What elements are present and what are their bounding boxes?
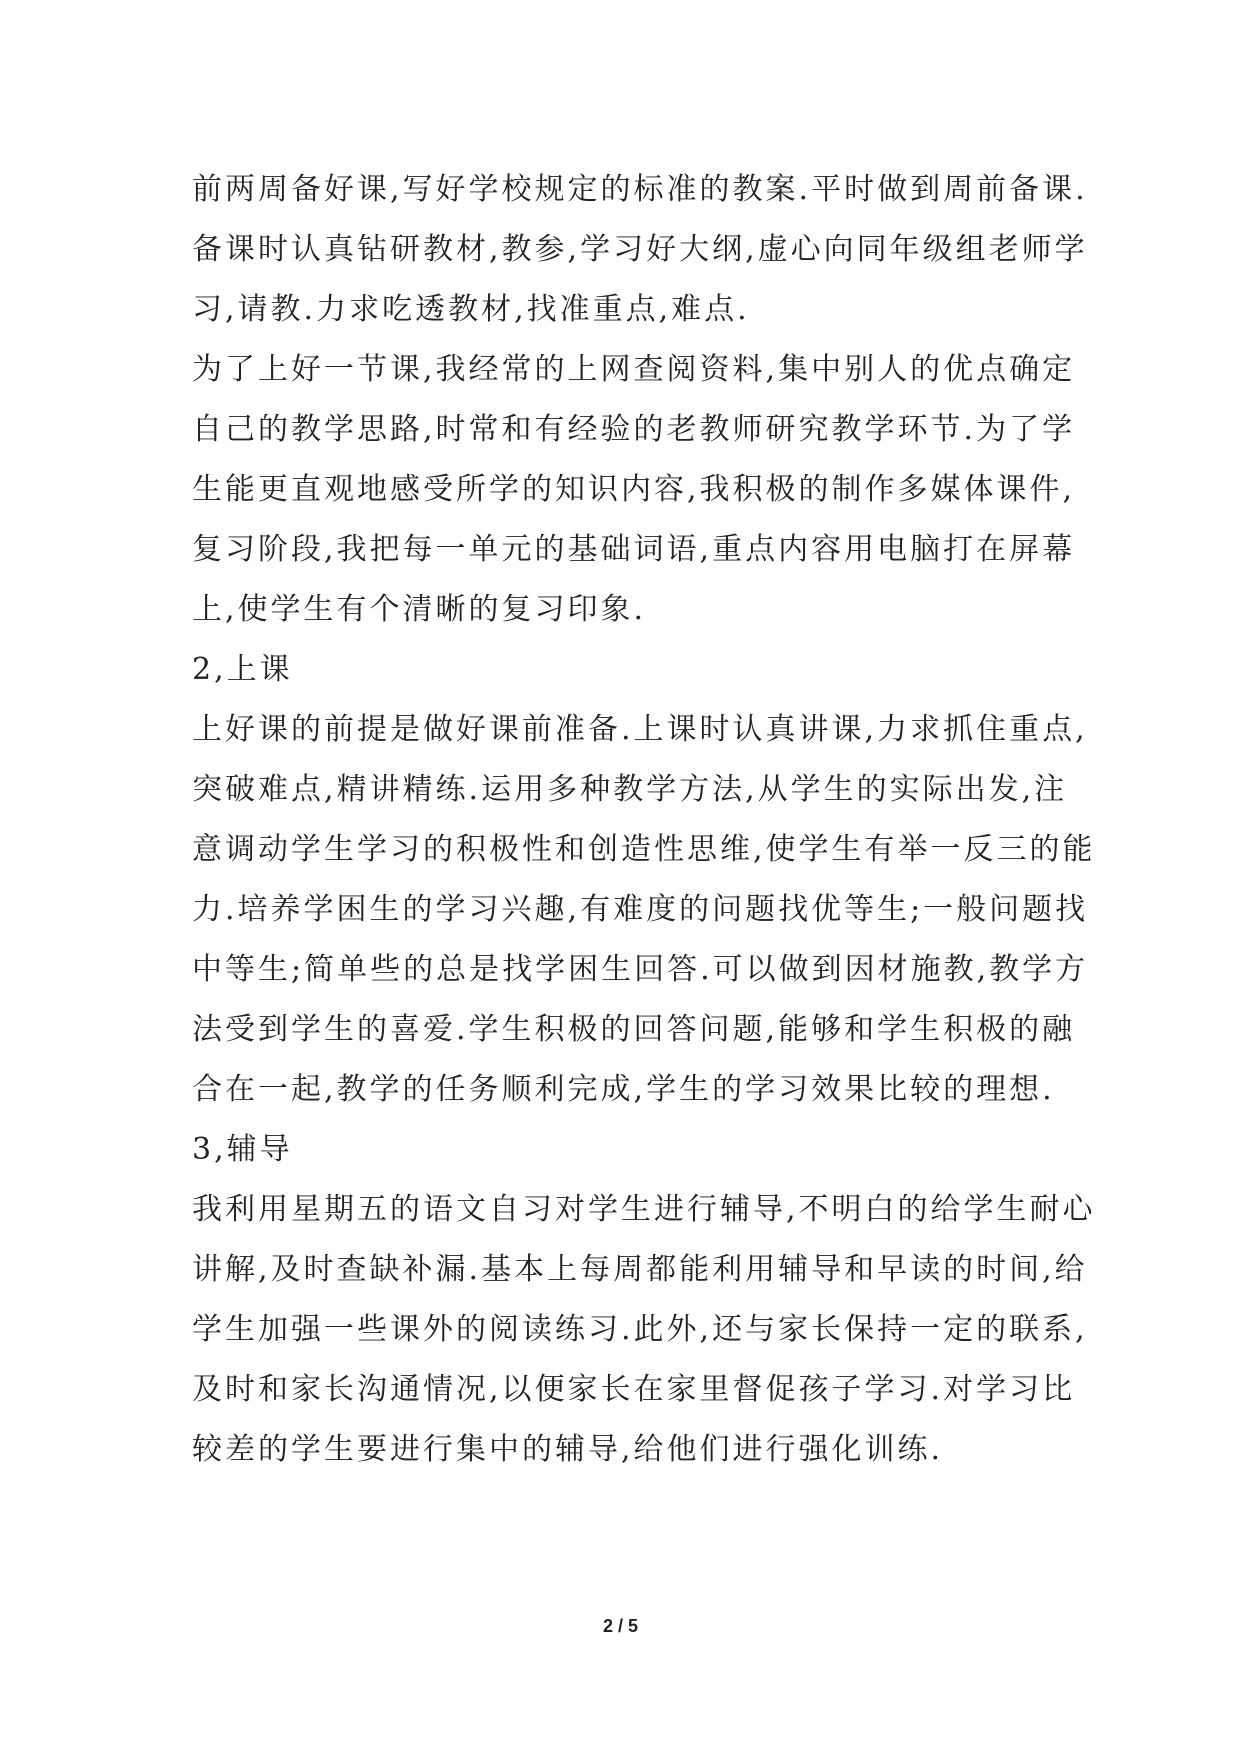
text-line: 生能更直观地感受所学的知识内容,我积极的制作多媒体课件, — [192, 472, 1076, 507]
text-line: 为了上好一节课,我经常的上网查阅资料,集中别人的优点确定 — [192, 352, 1076, 387]
section-heading: 2,上课 — [192, 652, 293, 687]
text-line: 前两周备好课,写好学校规定的标准的教案.平时做到周前备课. — [192, 172, 1088, 207]
text-line: 讲解,及时查缺补漏.基本上每周都能利用辅导和早读的时间,给 — [192, 1252, 1088, 1287]
text-line: 习,请教.力求吃透教材,找准重点,难点. — [192, 292, 750, 327]
text-line: 备课时认真钻研教材,教参,学习好大纲,虚心向同年级组老师学 — [192, 232, 1088, 267]
text-line: 意调动学生学习的积极性和创造性思维,使学生有举一反三的能 — [192, 832, 1096, 867]
text-line: 中等生;简单些的总是找学困生回答.可以做到因材施教,教学方 — [192, 952, 1089, 987]
text-line: 我利用星期五的语文自习对学生进行辅导,不明白的给学生耐心 — [192, 1192, 1096, 1227]
section-heading: 3,辅导 — [192, 1132, 293, 1167]
text-line: 突破难点,精讲精练.运用多种教学方法,从学生的实际出发,注 — [192, 772, 1068, 807]
text-line: 及时和家长沟通情况,以便家长在家里督促孩子学习.对学习比 — [192, 1372, 1076, 1407]
page-number: 2 / 5 — [602, 1616, 639, 1636]
text-line: 学生加强一些课外的阅读练习.此外,还与家长保持一定的联系, — [192, 1312, 1088, 1347]
text-line: 法受到学生的喜爱.学生积极的回答问题,能够和学生积极的融 — [192, 1012, 1076, 1047]
text-line: 上,使学生有个清晰的复习印象. — [192, 592, 647, 627]
text-line: 复习阶段,我把每一单元的基础词语,重点内容用电脑打在屏幕 — [192, 532, 1076, 567]
text-line: 合在一起,教学的任务顺利完成,学生的学习效果比较的理想. — [192, 1072, 1055, 1107]
text-line: 较差的学生要进行集中的辅导,给他们进行强化训练. — [192, 1432, 944, 1467]
text-line: 自己的教学思路,时常和有经验的老教师研究教学环节.为了学 — [192, 412, 1076, 447]
body-text — [192, 160, 1096, 1480]
text-line: 上好课的前提是做好课前准备.上课时认真讲课,力求抓住重点, — [192, 712, 1088, 747]
text-line: 力.培养学困生的学习兴趣,有难度的问题找优等生;一般问题找 — [192, 892, 1089, 927]
